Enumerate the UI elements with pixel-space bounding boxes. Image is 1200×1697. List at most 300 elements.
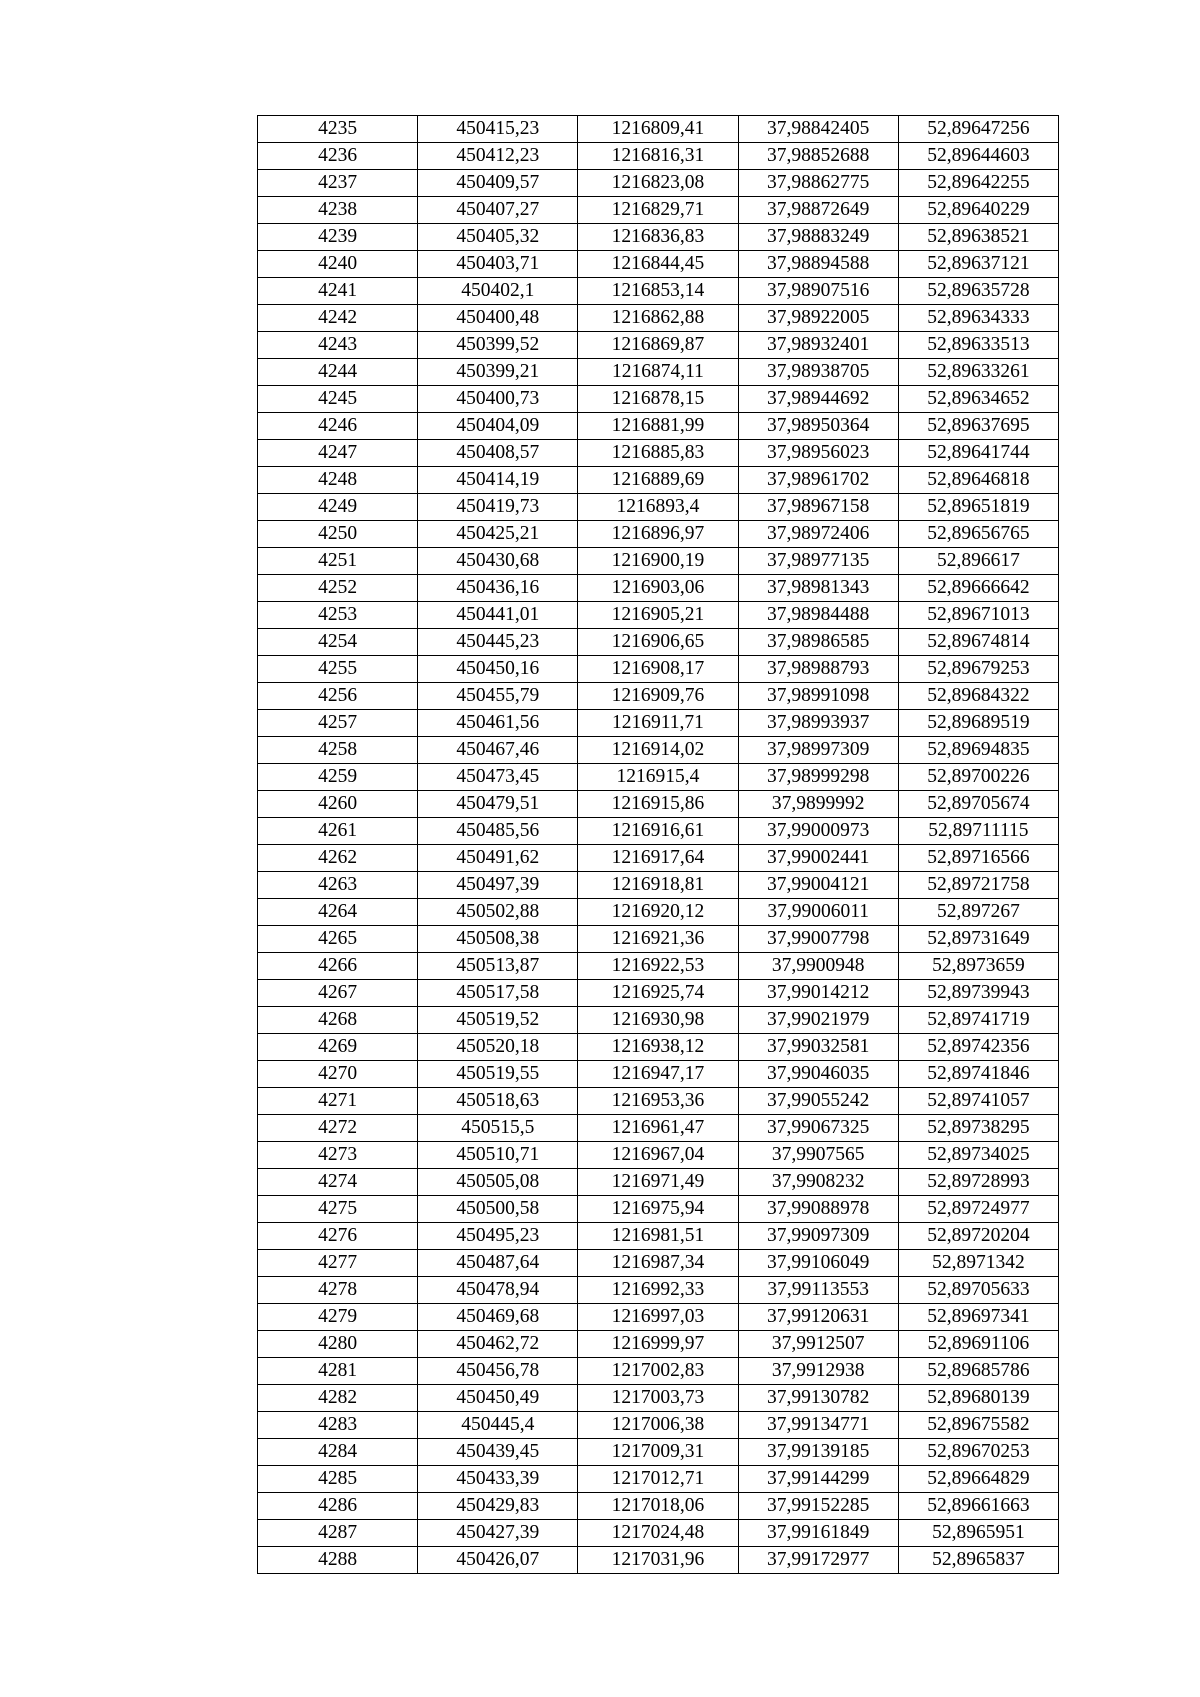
y-coordinate-cell: 1216987,34 — [578, 1250, 738, 1277]
longitude-cell: 37,99014212 — [738, 980, 898, 1007]
point-number-cell: 4253 — [258, 602, 418, 629]
x-coordinate-cell: 450403,71 — [418, 251, 578, 278]
y-coordinate-cell: 1217006,38 — [578, 1412, 738, 1439]
x-coordinate-cell: 450405,32 — [418, 224, 578, 251]
point-number-cell: 4263 — [258, 872, 418, 899]
x-coordinate-cell: 450517,58 — [418, 980, 578, 1007]
longitude-cell: 37,9900948 — [738, 953, 898, 980]
table-row — [258, 764, 1059, 791]
table-row — [258, 845, 1059, 872]
point-number-cell: 4274 — [258, 1169, 418, 1196]
y-coordinate-cell: 1216920,12 — [578, 899, 738, 926]
latitude-cell: 52,89633513 — [898, 332, 1058, 359]
longitude-cell: 37,98997309 — [738, 737, 898, 764]
longitude-cell: 37,98981343 — [738, 575, 898, 602]
longitude-cell: 37,98961702 — [738, 467, 898, 494]
longitude-cell: 37,99088978 — [738, 1196, 898, 1223]
y-coordinate-cell: 1216947,17 — [578, 1061, 738, 1088]
latitude-cell: 52,896617 — [898, 548, 1058, 575]
longitude-cell: 37,98986585 — [738, 629, 898, 656]
x-coordinate-cell: 450433,39 — [418, 1466, 578, 1493]
longitude-cell: 37,98991098 — [738, 683, 898, 710]
y-coordinate-cell: 1216823,08 — [578, 170, 738, 197]
point-number-cell: 4265 — [258, 926, 418, 953]
x-coordinate-cell: 450473,45 — [418, 764, 578, 791]
longitude-cell: 37,98862775 — [738, 170, 898, 197]
y-coordinate-cell: 1217003,73 — [578, 1385, 738, 1412]
latitude-cell: 52,89716566 — [898, 845, 1058, 872]
latitude-cell: 52,89742356 — [898, 1034, 1058, 1061]
longitude-cell: 37,99021979 — [738, 1007, 898, 1034]
latitude-cell: 52,89741846 — [898, 1061, 1058, 1088]
table-row — [258, 1142, 1059, 1169]
longitude-cell: 37,98842405 — [738, 116, 898, 143]
longitude-cell: 37,99120631 — [738, 1304, 898, 1331]
y-coordinate-cell: 1216836,83 — [578, 224, 738, 251]
longitude-cell: 37,98956023 — [738, 440, 898, 467]
table-row — [258, 278, 1059, 305]
y-coordinate-cell: 1216908,17 — [578, 656, 738, 683]
x-coordinate-cell: 450450,16 — [418, 656, 578, 683]
latitude-cell: 52,89738295 — [898, 1115, 1058, 1142]
table-row — [258, 1169, 1059, 1196]
x-coordinate-cell: 450505,08 — [418, 1169, 578, 1196]
longitude-cell: 37,99161849 — [738, 1520, 898, 1547]
x-coordinate-cell: 450414,19 — [418, 467, 578, 494]
table-row — [258, 1358, 1059, 1385]
table-row — [258, 1277, 1059, 1304]
longitude-cell: 37,99032581 — [738, 1034, 898, 1061]
table-row — [258, 1223, 1059, 1250]
latitude-cell: 52,89661663 — [898, 1493, 1058, 1520]
longitude-cell: 37,99139185 — [738, 1439, 898, 1466]
point-number-cell: 4281 — [258, 1358, 418, 1385]
table-row — [258, 1007, 1059, 1034]
latitude-cell: 52,89731649 — [898, 926, 1058, 953]
longitude-cell: 37,99144299 — [738, 1466, 898, 1493]
x-coordinate-cell: 450487,64 — [418, 1250, 578, 1277]
y-coordinate-cell: 1216881,99 — [578, 413, 738, 440]
longitude-cell: 37,99067325 — [738, 1115, 898, 1142]
latitude-cell: 52,89705674 — [898, 791, 1058, 818]
point-number-cell: 4285 — [258, 1466, 418, 1493]
table-row — [258, 899, 1059, 926]
point-number-cell: 4243 — [258, 332, 418, 359]
point-number-cell: 4247 — [258, 440, 418, 467]
table-row — [258, 1115, 1059, 1142]
table-row — [258, 548, 1059, 575]
point-number-cell: 4264 — [258, 899, 418, 926]
latitude-cell: 52,89674814 — [898, 629, 1058, 656]
y-coordinate-cell: 1217002,83 — [578, 1358, 738, 1385]
x-coordinate-cell: 450467,46 — [418, 737, 578, 764]
y-coordinate-cell: 1216922,53 — [578, 953, 738, 980]
longitude-cell: 37,99055242 — [738, 1088, 898, 1115]
table-row — [258, 1385, 1059, 1412]
latitude-cell: 52,89664829 — [898, 1466, 1058, 1493]
point-number-cell: 4271 — [258, 1088, 418, 1115]
table-row — [258, 1061, 1059, 1088]
y-coordinate-cell: 1216918,81 — [578, 872, 738, 899]
y-coordinate-cell: 1216981,51 — [578, 1223, 738, 1250]
latitude-cell: 52,89640229 — [898, 197, 1058, 224]
latitude-cell: 52,8965951 — [898, 1520, 1058, 1547]
y-coordinate-cell: 1216961,47 — [578, 1115, 738, 1142]
x-coordinate-cell: 450491,62 — [418, 845, 578, 872]
y-coordinate-cell: 1216874,11 — [578, 359, 738, 386]
x-coordinate-cell: 450518,63 — [418, 1088, 578, 1115]
x-coordinate-cell: 450508,38 — [418, 926, 578, 953]
point-number-cell: 4280 — [258, 1331, 418, 1358]
x-coordinate-cell: 450513,87 — [418, 953, 578, 980]
x-coordinate-cell: 450450,49 — [418, 1385, 578, 1412]
y-coordinate-cell: 1216906,65 — [578, 629, 738, 656]
table-row — [258, 683, 1059, 710]
latitude-cell: 52,897267 — [898, 899, 1058, 926]
y-coordinate-cell: 1216905,21 — [578, 602, 738, 629]
latitude-cell: 52,89720204 — [898, 1223, 1058, 1250]
latitude-cell: 52,89741057 — [898, 1088, 1058, 1115]
point-number-cell: 4275 — [258, 1196, 418, 1223]
point-number-cell: 4251 — [258, 548, 418, 575]
y-coordinate-cell: 1216975,94 — [578, 1196, 738, 1223]
point-number-cell: 4258 — [258, 737, 418, 764]
point-number-cell: 4268 — [258, 1007, 418, 1034]
y-coordinate-cell: 1217018,06 — [578, 1493, 738, 1520]
x-coordinate-cell: 450402,1 — [418, 278, 578, 305]
point-number-cell: 4245 — [258, 386, 418, 413]
y-coordinate-cell: 1216911,71 — [578, 710, 738, 737]
latitude-cell: 52,89634652 — [898, 386, 1058, 413]
longitude-cell: 37,98894588 — [738, 251, 898, 278]
x-coordinate-cell: 450510,71 — [418, 1142, 578, 1169]
longitude-cell: 37,98993937 — [738, 710, 898, 737]
point-number-cell: 4284 — [258, 1439, 418, 1466]
y-coordinate-cell: 1216930,98 — [578, 1007, 738, 1034]
table-row — [258, 467, 1059, 494]
point-number-cell: 4257 — [258, 710, 418, 737]
y-coordinate-cell: 1216862,88 — [578, 305, 738, 332]
x-coordinate-cell: 450461,56 — [418, 710, 578, 737]
table-row — [258, 332, 1059, 359]
table-row — [258, 1493, 1059, 1520]
table-row — [258, 1412, 1059, 1439]
latitude-cell: 52,89671013 — [898, 602, 1058, 629]
y-coordinate-cell: 1216921,36 — [578, 926, 738, 953]
latitude-cell: 52,89711115 — [898, 818, 1058, 845]
table-row — [258, 143, 1059, 170]
longitude-cell: 37,99007798 — [738, 926, 898, 953]
point-number-cell: 4266 — [258, 953, 418, 980]
longitude-cell: 37,98950364 — [738, 413, 898, 440]
longitude-cell: 37,99134771 — [738, 1412, 898, 1439]
x-coordinate-cell: 450519,55 — [418, 1061, 578, 1088]
y-coordinate-cell: 1216917,64 — [578, 845, 738, 872]
latitude-cell: 52,8965837 — [898, 1547, 1058, 1574]
y-coordinate-cell: 1216953,36 — [578, 1088, 738, 1115]
table-row — [258, 251, 1059, 278]
latitude-cell: 52,89728993 — [898, 1169, 1058, 1196]
point-number-cell: 4277 — [258, 1250, 418, 1277]
point-number-cell: 4287 — [258, 1520, 418, 1547]
latitude-cell: 52,89633261 — [898, 359, 1058, 386]
x-coordinate-cell: 450400,73 — [418, 386, 578, 413]
point-number-cell: 4246 — [258, 413, 418, 440]
y-coordinate-cell: 1216915,4 — [578, 764, 738, 791]
latitude-cell: 52,89644603 — [898, 143, 1058, 170]
x-coordinate-cell: 450441,01 — [418, 602, 578, 629]
point-number-cell: 4240 — [258, 251, 418, 278]
longitude-cell: 37,9908232 — [738, 1169, 898, 1196]
y-coordinate-cell: 1216997,03 — [578, 1304, 738, 1331]
latitude-cell: 52,89641744 — [898, 440, 1058, 467]
table-row — [258, 116, 1059, 143]
longitude-cell: 37,99172977 — [738, 1547, 898, 1574]
longitude-cell: 37,99113553 — [738, 1277, 898, 1304]
y-coordinate-cell: 1216938,12 — [578, 1034, 738, 1061]
longitude-cell: 37,99152285 — [738, 1493, 898, 1520]
latitude-cell: 52,89684322 — [898, 683, 1058, 710]
table-row — [258, 980, 1059, 1007]
x-coordinate-cell: 450425,21 — [418, 521, 578, 548]
y-coordinate-cell: 1216889,69 — [578, 467, 738, 494]
latitude-cell: 52,89705633 — [898, 1277, 1058, 1304]
longitude-cell: 37,99130782 — [738, 1385, 898, 1412]
point-number-cell: 4249 — [258, 494, 418, 521]
table-row — [258, 1547, 1059, 1574]
table-row — [258, 737, 1059, 764]
x-coordinate-cell: 450445,4 — [418, 1412, 578, 1439]
y-coordinate-cell: 1216992,33 — [578, 1277, 738, 1304]
point-number-cell: 4236 — [258, 143, 418, 170]
y-coordinate-cell: 1217009,31 — [578, 1439, 738, 1466]
table-row — [258, 1250, 1059, 1277]
latitude-cell: 52,89675582 — [898, 1412, 1058, 1439]
table-row — [258, 602, 1059, 629]
longitude-cell: 37,98972406 — [738, 521, 898, 548]
point-number-cell: 4250 — [258, 521, 418, 548]
latitude-cell: 52,89637121 — [898, 251, 1058, 278]
table-row — [258, 197, 1059, 224]
y-coordinate-cell: 1217031,96 — [578, 1547, 738, 1574]
y-coordinate-cell: 1216914,02 — [578, 737, 738, 764]
x-coordinate-cell: 450495,23 — [418, 1223, 578, 1250]
x-coordinate-cell: 450427,39 — [418, 1520, 578, 1547]
longitude-cell: 37,99002441 — [738, 845, 898, 872]
longitude-cell: 37,99046035 — [738, 1061, 898, 1088]
table-row — [258, 359, 1059, 386]
y-coordinate-cell: 1216916,61 — [578, 818, 738, 845]
latitude-cell: 52,89680139 — [898, 1385, 1058, 1412]
coordinate-table — [257, 115, 1059, 1574]
longitude-cell: 37,9899992 — [738, 791, 898, 818]
longitude-cell: 37,9912507 — [738, 1331, 898, 1358]
point-number-cell: 4252 — [258, 575, 418, 602]
table-row — [258, 710, 1059, 737]
latitude-cell: 52,89739943 — [898, 980, 1058, 1007]
latitude-cell: 52,89666642 — [898, 575, 1058, 602]
latitude-cell: 52,89721758 — [898, 872, 1058, 899]
point-number-cell: 4278 — [258, 1277, 418, 1304]
x-coordinate-cell: 450478,94 — [418, 1277, 578, 1304]
longitude-cell: 37,99097309 — [738, 1223, 898, 1250]
longitude-cell: 37,98967158 — [738, 494, 898, 521]
x-coordinate-cell: 450404,09 — [418, 413, 578, 440]
latitude-cell: 52,8973659 — [898, 953, 1058, 980]
point-number-cell: 4235 — [258, 116, 418, 143]
y-coordinate-cell: 1216893,4 — [578, 494, 738, 521]
point-number-cell: 4282 — [258, 1385, 418, 1412]
coordinate-table-body — [258, 116, 1059, 1574]
point-number-cell: 4288 — [258, 1547, 418, 1574]
longitude-cell: 37,98999298 — [738, 764, 898, 791]
y-coordinate-cell: 1217024,48 — [578, 1520, 738, 1547]
x-coordinate-cell: 450408,57 — [418, 440, 578, 467]
x-coordinate-cell: 450469,68 — [418, 1304, 578, 1331]
longitude-cell: 37,9912938 — [738, 1358, 898, 1385]
y-coordinate-cell: 1216896,97 — [578, 521, 738, 548]
y-coordinate-cell: 1216809,41 — [578, 116, 738, 143]
y-coordinate-cell: 1217012,71 — [578, 1466, 738, 1493]
table-row — [258, 575, 1059, 602]
point-number-cell: 4241 — [258, 278, 418, 305]
table-row — [258, 1466, 1059, 1493]
point-number-cell: 4270 — [258, 1061, 418, 1088]
x-coordinate-cell: 450497,39 — [418, 872, 578, 899]
latitude-cell: 52,89685786 — [898, 1358, 1058, 1385]
point-number-cell: 4279 — [258, 1304, 418, 1331]
latitude-cell: 52,89741719 — [898, 1007, 1058, 1034]
y-coordinate-cell: 1216915,86 — [578, 791, 738, 818]
x-coordinate-cell: 450462,72 — [418, 1331, 578, 1358]
x-coordinate-cell: 450399,21 — [418, 359, 578, 386]
x-coordinate-cell: 450430,68 — [418, 548, 578, 575]
x-coordinate-cell: 450455,79 — [418, 683, 578, 710]
longitude-cell: 37,99006011 — [738, 899, 898, 926]
x-coordinate-cell: 450479,51 — [418, 791, 578, 818]
x-coordinate-cell: 450515,5 — [418, 1115, 578, 1142]
table-row — [258, 1304, 1059, 1331]
latitude-cell: 52,89646818 — [898, 467, 1058, 494]
y-coordinate-cell: 1216853,14 — [578, 278, 738, 305]
table-row — [258, 656, 1059, 683]
x-coordinate-cell: 450407,27 — [418, 197, 578, 224]
longitude-cell: 37,98907516 — [738, 278, 898, 305]
point-number-cell: 4237 — [258, 170, 418, 197]
point-number-cell: 4262 — [258, 845, 418, 872]
table-row — [258, 1088, 1059, 1115]
point-number-cell: 4238 — [258, 197, 418, 224]
x-coordinate-cell: 450419,73 — [418, 494, 578, 521]
table-row — [258, 1439, 1059, 1466]
table-row — [258, 1034, 1059, 1061]
longitude-cell: 37,98883249 — [738, 224, 898, 251]
y-coordinate-cell: 1216903,06 — [578, 575, 738, 602]
latitude-cell: 52,89670253 — [898, 1439, 1058, 1466]
y-coordinate-cell: 1216878,15 — [578, 386, 738, 413]
latitude-cell: 52,89642255 — [898, 170, 1058, 197]
point-number-cell: 4276 — [258, 1223, 418, 1250]
x-coordinate-cell: 450412,23 — [418, 143, 578, 170]
latitude-cell: 52,89697341 — [898, 1304, 1058, 1331]
point-number-cell: 4286 — [258, 1493, 418, 1520]
y-coordinate-cell: 1216869,87 — [578, 332, 738, 359]
latitude-cell: 52,89679253 — [898, 656, 1058, 683]
y-coordinate-cell: 1216829,71 — [578, 197, 738, 224]
longitude-cell: 37,98852688 — [738, 143, 898, 170]
latitude-cell: 52,89638521 — [898, 224, 1058, 251]
table-row — [258, 1196, 1059, 1223]
y-coordinate-cell: 1216925,74 — [578, 980, 738, 1007]
point-number-cell: 4239 — [258, 224, 418, 251]
x-coordinate-cell: 450399,52 — [418, 332, 578, 359]
longitude-cell: 37,98872649 — [738, 197, 898, 224]
y-coordinate-cell: 1216909,76 — [578, 683, 738, 710]
table-row — [258, 413, 1059, 440]
x-coordinate-cell: 450415,23 — [418, 116, 578, 143]
x-coordinate-cell: 450436,16 — [418, 575, 578, 602]
x-coordinate-cell: 450520,18 — [418, 1034, 578, 1061]
latitude-cell: 52,89694835 — [898, 737, 1058, 764]
latitude-cell: 52,89651819 — [898, 494, 1058, 521]
table-row — [258, 926, 1059, 953]
latitude-cell: 52,89656765 — [898, 521, 1058, 548]
y-coordinate-cell: 1216900,19 — [578, 548, 738, 575]
point-number-cell: 4261 — [258, 818, 418, 845]
longitude-cell: 37,98977135 — [738, 548, 898, 575]
longitude-cell: 37,98922005 — [738, 305, 898, 332]
x-coordinate-cell: 450426,07 — [418, 1547, 578, 1574]
point-number-cell: 4283 — [258, 1412, 418, 1439]
point-number-cell: 4260 — [258, 791, 418, 818]
longitude-cell: 37,99004121 — [738, 872, 898, 899]
longitude-cell: 37,98938705 — [738, 359, 898, 386]
point-number-cell: 4248 — [258, 467, 418, 494]
table-row — [258, 872, 1059, 899]
table-row — [258, 386, 1059, 413]
table-row — [258, 1520, 1059, 1547]
latitude-cell: 52,89724977 — [898, 1196, 1058, 1223]
latitude-cell: 52,89700226 — [898, 764, 1058, 791]
longitude-cell: 37,99106049 — [738, 1250, 898, 1277]
y-coordinate-cell: 1216844,45 — [578, 251, 738, 278]
x-coordinate-cell: 450409,57 — [418, 170, 578, 197]
x-coordinate-cell: 450502,88 — [418, 899, 578, 926]
y-coordinate-cell: 1216885,83 — [578, 440, 738, 467]
longitude-cell: 37,98932401 — [738, 332, 898, 359]
point-number-cell: 4256 — [258, 683, 418, 710]
table-row — [258, 953, 1059, 980]
table-row — [258, 494, 1059, 521]
table-row — [258, 170, 1059, 197]
point-number-cell: 4254 — [258, 629, 418, 656]
point-number-cell: 4273 — [258, 1142, 418, 1169]
point-number-cell: 4242 — [258, 305, 418, 332]
x-coordinate-cell: 450429,83 — [418, 1493, 578, 1520]
point-number-cell: 4272 — [258, 1115, 418, 1142]
x-coordinate-cell: 450445,23 — [418, 629, 578, 656]
table-row — [258, 818, 1059, 845]
point-number-cell: 4255 — [258, 656, 418, 683]
x-coordinate-cell: 450500,58 — [418, 1196, 578, 1223]
latitude-cell: 52,89637695 — [898, 413, 1058, 440]
y-coordinate-cell: 1216816,31 — [578, 143, 738, 170]
point-number-cell: 4244 — [258, 359, 418, 386]
y-coordinate-cell: 1216971,49 — [578, 1169, 738, 1196]
longitude-cell: 37,9907565 — [738, 1142, 898, 1169]
x-coordinate-cell: 450519,52 — [418, 1007, 578, 1034]
x-coordinate-cell: 450456,78 — [418, 1358, 578, 1385]
